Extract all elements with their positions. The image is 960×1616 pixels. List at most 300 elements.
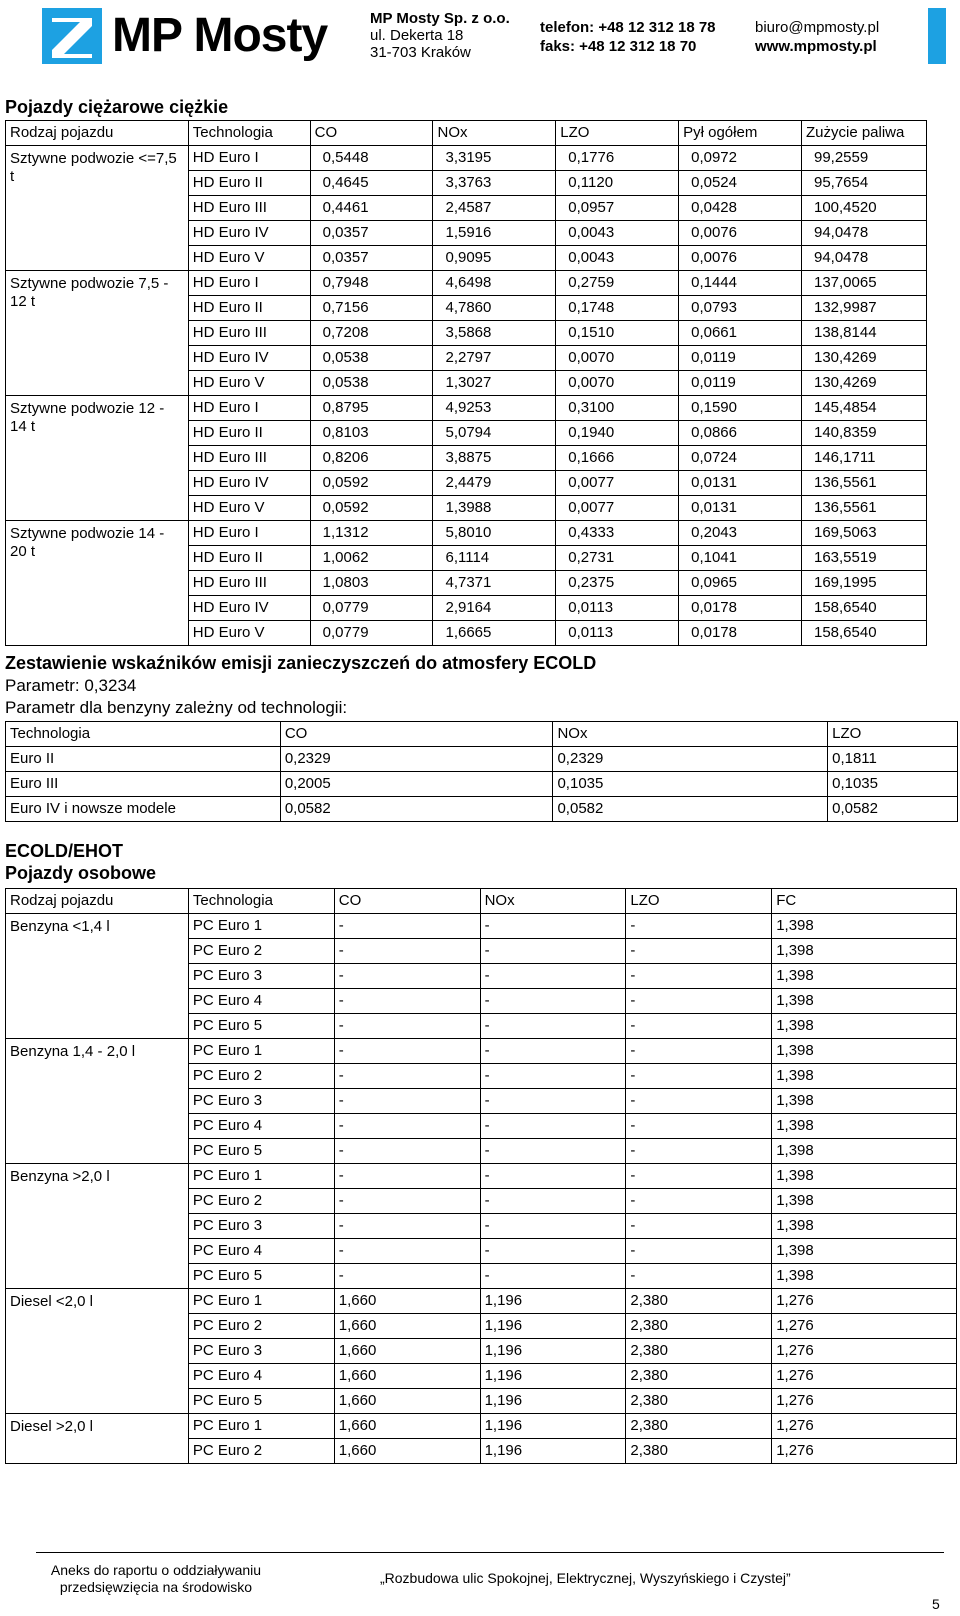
value-cell: 0,0582 [280,797,553,822]
technology-cell: HD Euro II [188,171,310,196]
value-cell: 158,6540 [801,596,926,621]
value-cell: 0,0070 [556,371,679,396]
technology-cell: PC Euro 2 [188,1439,334,1464]
value-cell: - [334,1014,480,1039]
value-cell: - [626,939,772,964]
table-row [6,1039,957,1064]
value-cell: 0,0524 [679,171,802,196]
value-cell: - [626,1089,772,1114]
column-header: LZO [556,121,679,146]
value-cell: 1,660 [334,1414,480,1439]
technology-cell: PC Euro 2 [188,1314,334,1339]
value-cell: 1,196 [480,1414,626,1439]
value-cell: 1,196 [480,1289,626,1314]
vehicle-type-cell: Sztywne podwozie 12 - 14 t [6,396,189,521]
value-cell: 0,0357 [310,221,433,246]
value-cell: - [480,1164,626,1189]
section-passenger-cars-title: Pojazdy osobowe [5,863,157,883]
value-cell: 100,4520 [801,196,926,221]
value-cell: - [626,1214,772,1239]
vehicle-type-cell: Sztywne podwozie 14 - 20 t [6,521,189,646]
technology-cell: HD Euro II [188,296,310,321]
technology-cell: PC Euro 2 [188,939,334,964]
column-header: Rodzaj pojazdu [6,889,189,914]
value-cell: 0,1748 [556,296,679,321]
value-cell: 4,7860 [433,296,556,321]
technology-cell: HD Euro IV [188,346,310,371]
value-cell: 1,660 [334,1364,480,1389]
value-cell: 1,398 [772,1264,957,1289]
value-cell: 0,1811 [828,747,958,772]
technology-cell: HD Euro V [188,371,310,396]
value-cell: - [334,1139,480,1164]
value-cell: 0,0119 [679,371,802,396]
technology-cell: HD Euro IV [188,471,310,496]
value-cell: - [334,1214,480,1239]
technology-cell: HD Euro I [188,271,310,296]
value-cell: 0,0793 [679,296,802,321]
value-cell: 0,0779 [310,596,433,621]
technology-cell: HD Euro III [188,446,310,471]
value-cell: 140,8359 [801,421,926,446]
footer-report-title: Aneks do raportu o oddziaływaniu przedsięwzięcia na środowisko [50,1562,262,1595]
technology-cell: HD Euro III [188,571,310,596]
value-cell: 0,1120 [556,171,679,196]
value-cell: 0,0076 [679,246,802,271]
value-cell: - [480,1089,626,1114]
value-cell: 0,0113 [556,596,679,621]
table-row [6,797,958,822]
value-cell: 0,7156 [310,296,433,321]
value-cell: 0,1940 [556,421,679,446]
value-cell: 0,0592 [310,496,433,521]
technology-cell: PC Euro 5 [188,1389,334,1414]
company-phone: telefon: +48 12 312 18 78 [540,19,716,36]
value-cell: 0,1035 [828,772,958,797]
value-cell: 0,1035 [553,772,828,797]
value-cell: 1,398 [772,1139,957,1164]
value-cell: 5,8010 [433,521,556,546]
value-cell: - [480,1114,626,1139]
vehicle-type-cell: Benzyna >2,0 l [6,1164,189,1289]
value-cell: 0,0113 [556,621,679,646]
table-header-row [6,889,957,914]
page-number: 5 [932,1596,940,1612]
technology-cell: PC Euro 3 [188,1214,334,1239]
value-cell: 1,398 [772,1189,957,1214]
company-contact [540,18,716,56]
value-cell: 3,3763 [433,171,556,196]
value-cell: 0,0592 [310,471,433,496]
company-address [370,10,510,61]
vehicle-type-cell: Sztywne podwozie <=7,5 t [6,146,189,271]
value-cell: 1,398 [772,1214,957,1239]
section-heavy-trucks-title: Pojazdy ciężarowe ciężkie [5,97,229,117]
value-cell: 0,4461 [310,196,433,221]
value-cell: - [626,1264,772,1289]
vehicle-type-cell: Sztywne podwozie 7,5 - 12 t [6,271,189,396]
company-city: 31-703 Kraków [370,44,471,61]
column-header: NOx [553,722,828,747]
value-cell: 1,276 [772,1414,957,1439]
value-cell: 1,276 [772,1389,957,1414]
value-cell: - [480,989,626,1014]
section-ecold-ehot-title: ECOLD/EHOT [5,841,124,861]
technology-cell: Euro II [6,747,281,772]
value-cell: 0,8206 [310,446,433,471]
value-cell: - [626,1014,772,1039]
value-cell: 1,6665 [433,621,556,646]
value-cell: 2,380 [626,1389,772,1414]
value-cell: - [626,1139,772,1164]
value-cell: - [626,1189,772,1214]
value-cell: 1,276 [772,1289,957,1314]
technology-cell: PC Euro 4 [188,1114,334,1139]
value-cell: 0,7948 [310,271,433,296]
value-cell: 158,6540 [801,621,926,646]
value-cell: 0,2375 [556,571,679,596]
value-cell: 1,398 [772,1089,957,1114]
ecold-subtitle: Parametr dla benzyny zależny od technologii: [5,698,348,717]
value-cell: 0,2759 [556,271,679,296]
value-cell: - [480,1189,626,1214]
value-cell: 1,398 [772,964,957,989]
value-cell: 0,1776 [556,146,679,171]
technology-cell: HD Euro I [188,521,310,546]
technology-cell: PC Euro 1 [188,1039,334,1064]
column-header: FC [772,889,957,914]
technology-cell: PC Euro 5 [188,1139,334,1164]
value-cell: 0,3100 [556,396,679,421]
company-online [755,18,879,56]
value-cell: 1,276 [772,1314,957,1339]
value-cell: 2,380 [626,1364,772,1389]
value-cell: 136,5561 [801,496,926,521]
value-cell: 0,0131 [679,471,802,496]
technology-cell: HD Euro IV [188,596,310,621]
value-cell: - [334,939,480,964]
table-row [6,396,927,421]
technology-cell: PC Euro 3 [188,1089,334,1114]
value-cell: - [334,914,480,939]
footer-project-title: „Rozbudowa ulic Spokojnej, Elektrycznej, Wyszyńskiego i Czystej” [380,1570,791,1586]
value-cell: 0,2731 [556,546,679,571]
value-cell: 99,2559 [801,146,926,171]
value-cell: - [480,914,626,939]
value-cell: - [626,1164,772,1189]
value-cell: - [626,1114,772,1139]
value-cell: 0,0972 [679,146,802,171]
vehicle-type-cell: Diesel <2,0 l [6,1289,189,1414]
value-cell: - [334,1039,480,1064]
technology-cell: PC Euro 2 [188,1064,334,1089]
value-cell: 1,660 [334,1289,480,1314]
technology-cell: PC Euro 1 [188,1414,334,1439]
technology-cell: HD Euro I [188,396,310,421]
value-cell: 130,4269 [801,371,926,396]
value-cell: - [480,1014,626,1039]
value-cell: 138,8144 [801,321,926,346]
value-cell: 146,1711 [801,446,926,471]
value-cell: 1,0803 [310,571,433,596]
value-cell: 136,5561 [801,471,926,496]
column-header: Rodzaj pojazdu [6,121,189,146]
value-cell: 0,1444 [679,271,802,296]
value-cell: 0,5448 [310,146,433,171]
value-cell: - [626,1039,772,1064]
column-header: LZO [828,722,958,747]
value-cell: 1,398 [772,1064,957,1089]
value-cell: - [626,989,772,1014]
column-header: CO [334,889,480,914]
value-cell: 0,1510 [556,321,679,346]
passenger-cars-table [5,888,957,1464]
value-cell: 0,1041 [679,546,802,571]
value-cell: 1,660 [334,1439,480,1464]
value-cell: 3,8875 [433,446,556,471]
ecold-parameter: Parametr: 0,3234 [5,676,137,695]
value-cell: 2,380 [626,1339,772,1364]
column-header: Technologia [188,889,334,914]
value-cell: 0,9095 [433,246,556,271]
table-header-row [6,722,958,747]
value-cell: 169,5063 [801,521,926,546]
value-cell: 2,4479 [433,471,556,496]
value-cell: 0,2043 [679,521,802,546]
company-fax: faks: +48 12 312 18 70 [540,38,697,55]
value-cell: 0,0428 [679,196,802,221]
technology-cell: PC Euro 1 [188,1164,334,1189]
technology-cell: PC Euro 2 [188,1189,334,1214]
value-cell: 1,196 [480,1364,626,1389]
table-row [6,772,958,797]
value-cell: 0,0724 [679,446,802,471]
value-cell: 0,0866 [679,421,802,446]
value-cell: 0,0779 [310,621,433,646]
table-row [6,1164,957,1189]
value-cell: 2,380 [626,1314,772,1339]
table-row [6,521,927,546]
value-cell: 1,660 [334,1314,480,1339]
value-cell: 95,7654 [801,171,926,196]
value-cell: 1,398 [772,1114,957,1139]
column-header: LZO [626,889,772,914]
value-cell: 1,398 [772,1039,957,1064]
technology-cell: PC Euro 1 [188,914,334,939]
value-cell: 1,398 [772,914,957,939]
value-cell: 1,196 [480,1439,626,1464]
value-cell: 0,0538 [310,371,433,396]
value-cell: 2,380 [626,1289,772,1314]
value-cell: - [480,1064,626,1089]
technology-cell: PC Euro 4 [188,1239,334,1264]
value-cell: 94,0478 [801,246,926,271]
value-cell: - [334,1189,480,1214]
header-accent-bar [928,8,946,64]
technology-cell: PC Euro 5 [188,1264,334,1289]
table-row [6,146,927,171]
value-cell: - [480,1039,626,1064]
technology-cell: HD Euro V [188,246,310,271]
value-cell: 1,660 [334,1389,480,1414]
value-cell: 0,4645 [310,171,433,196]
value-cell: 2,9164 [433,596,556,621]
section-ecold-title: Zestawienie wskaźników emisji zanieczyszczeń do atmosfery ECOLD [5,653,597,673]
value-cell: - [480,964,626,989]
value-cell: 1,398 [772,1239,957,1264]
value-cell: 0,0043 [556,246,679,271]
technology-cell: PC Euro 3 [188,964,334,989]
value-cell: 0,0957 [556,196,679,221]
technology-cell: PC Euro 3 [188,1339,334,1364]
heavy-trucks-table [5,120,927,646]
value-cell: 0,2005 [280,772,553,797]
value-cell: - [334,1064,480,1089]
value-cell: 0,4333 [556,521,679,546]
value-cell: 0,0076 [679,221,802,246]
value-cell: 3,5868 [433,321,556,346]
value-cell: - [334,989,480,1014]
table-row [6,271,927,296]
value-cell: 1,196 [480,1314,626,1339]
value-cell: - [480,1264,626,1289]
table-row [6,1414,957,1439]
vehicle-type-cell: Diesel >2,0 l [6,1414,189,1464]
value-cell: - [626,1239,772,1264]
value-cell: 163,5519 [801,546,926,571]
value-cell: 1,398 [772,1164,957,1189]
value-cell: - [334,1239,480,1264]
value-cell: - [480,939,626,964]
value-cell: 0,0131 [679,496,802,521]
technology-cell: HD Euro V [188,496,310,521]
technology-cell: PC Euro 5 [188,1014,334,1039]
value-cell: 130,4269 [801,346,926,371]
value-cell: 0,0077 [556,471,679,496]
technology-cell: HD Euro IV [188,221,310,246]
vehicle-type-cell: Benzyna 1,4 - 2,0 l [6,1039,189,1164]
value-cell: 4,9253 [433,396,556,421]
table-row [6,914,957,939]
value-cell: - [334,1089,480,1114]
value-cell: 0,0965 [679,571,802,596]
value-cell: 2,4587 [433,196,556,221]
value-cell: 0,7208 [310,321,433,346]
value-cell: 0,0357 [310,246,433,271]
value-cell: 137,0065 [801,271,926,296]
table-row [6,1289,957,1314]
company-name: MP Mosty Sp. z o.o. [370,10,510,27]
value-cell: 1,196 [480,1389,626,1414]
technology-cell: HD Euro I [188,146,310,171]
column-header: Technologia [6,722,281,747]
value-cell: 0,0043 [556,221,679,246]
value-cell: 1,1312 [310,521,433,546]
technology-cell: HD Euro V [188,621,310,646]
value-cell: 145,4854 [801,396,926,421]
company-email[interactable]: biuro@mpmosty.pl [755,19,880,36]
brand-name: MP Mosty [112,9,328,62]
company-street: ul. Dekerta 18 [370,27,464,44]
value-cell: 1,276 [772,1339,957,1364]
footer-divider [36,1552,944,1553]
value-cell: 2,380 [626,1414,772,1439]
table-row [6,747,958,772]
value-cell: 0,1590 [679,396,802,421]
column-header: Technologia [188,121,310,146]
value-cell: - [626,914,772,939]
value-cell: 0,2329 [280,747,553,772]
value-cell: 1,0062 [310,546,433,571]
value-cell: 1,3988 [433,496,556,521]
value-cell: - [334,1114,480,1139]
value-cell: 0,0538 [310,346,433,371]
value-cell: 0,1666 [556,446,679,471]
value-cell: - [626,964,772,989]
technology-cell: PC Euro 4 [188,989,334,1014]
value-cell: 4,6498 [433,271,556,296]
table-header-row [6,121,927,146]
value-cell: 1,398 [772,1014,957,1039]
column-header: NOx [433,121,556,146]
value-cell: 0,0077 [556,496,679,521]
value-cell: 1,398 [772,989,957,1014]
value-cell: 1,196 [480,1339,626,1364]
value-cell: 0,0582 [828,797,958,822]
value-cell: - [480,1139,626,1164]
technology-cell: Euro IV i nowsze modele [6,797,281,822]
value-cell: - [626,1064,772,1089]
value-cell: 1,398 [772,939,957,964]
value-cell: - [480,1239,626,1264]
company-www[interactable]: www.mpmosty.pl [755,38,877,55]
value-cell: - [334,1164,480,1189]
value-cell: 3,3195 [433,146,556,171]
value-cell: 0,0582 [553,797,828,822]
column-header: NOx [480,889,626,914]
value-cell: 0,0070 [556,346,679,371]
value-cell: 132,9987 [801,296,926,321]
column-header: Pył ogółem [679,121,802,146]
technology-cell: HD Euro II [188,546,310,571]
column-header: CO [280,722,553,747]
value-cell: - [334,964,480,989]
value-cell: 1,276 [772,1364,957,1389]
value-cell: 5,0794 [433,421,556,446]
value-cell: 94,0478 [801,221,926,246]
ecold-table [5,721,958,822]
technology-cell: PC Euro 4 [188,1364,334,1389]
technology-cell: HD Euro III [188,321,310,346]
column-header: CO [310,121,433,146]
value-cell: 1,3027 [433,371,556,396]
value-cell: 1,276 [772,1439,957,1464]
value-cell: 1,5916 [433,221,556,246]
value-cell: 0,0178 [679,621,802,646]
value-cell: 2,380 [626,1439,772,1464]
column-header: Zużycie paliwa [801,121,926,146]
value-cell: 0,2329 [553,747,828,772]
technology-cell: Euro III [6,772,281,797]
value-cell: 2,2797 [433,346,556,371]
value-cell: 0,8795 [310,396,433,421]
vehicle-type-cell: Benzyna <1,4 l [6,914,189,1039]
value-cell: - [334,1264,480,1289]
value-cell: 1,660 [334,1339,480,1364]
company-logo-icon [42,8,102,64]
value-cell: 0,0661 [679,321,802,346]
technology-cell: PC Euro 1 [188,1289,334,1314]
